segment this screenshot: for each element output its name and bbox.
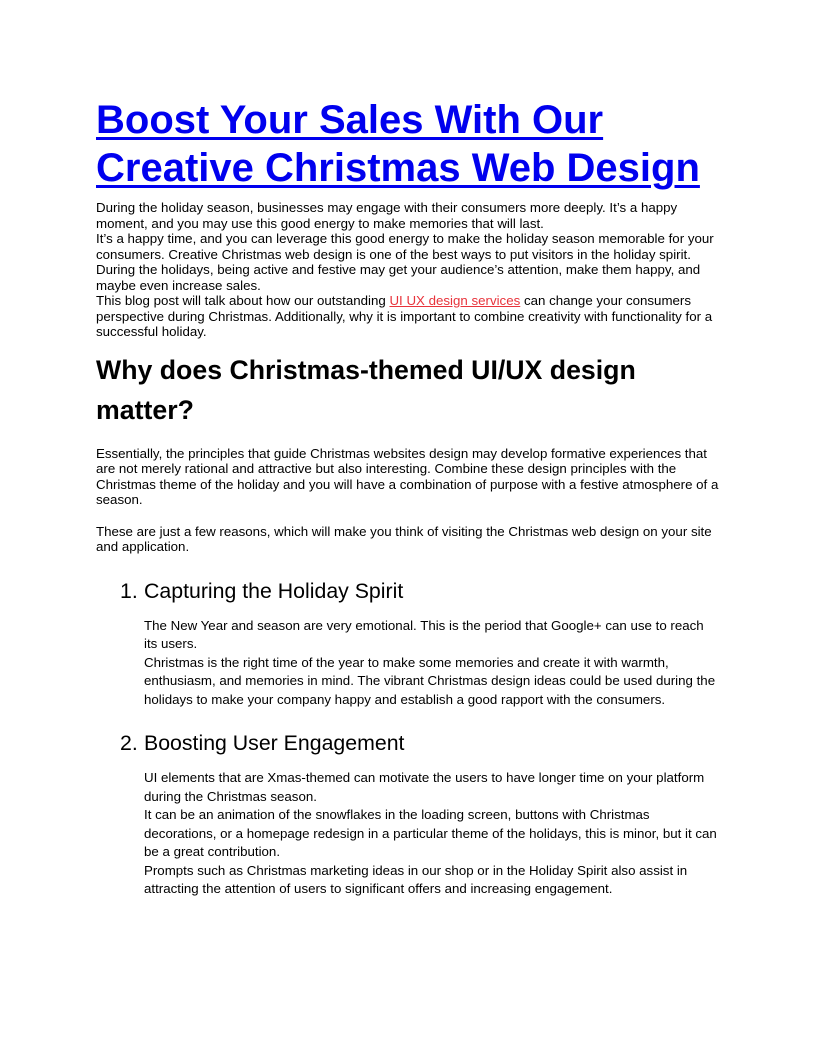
list-item-heading-2 [96,729,720,757]
title-link[interactable]: Boost Your Sales With Our Creative Christmas Web Design [96,98,700,190]
page-title [96,96,720,192]
list-item-body-1 [96,617,720,710]
list-item-body-2 [96,769,720,899]
intro-paragraph-4-end: can change your consumers perspective during Christmas. Additionally, why it is important to combine creativity with functionality for a successful holiday. [96,293,713,339]
intro-paragraph-3: During the holidays, being active and festive may get your audience’s attention, make them happy, and maybe even increase sales. [96,262,701,293]
list-item-number-1: 1. [120,578,138,603]
list-item-heading-text-2: Boosting User Engagement [144,731,405,755]
list-item-number-2: 2. [120,731,138,755]
section-paragraph-1: Essentially, the principles that guide Christmas websites design may develop formative experiences that are not merely rational and attractive but also interesting. Combine these design principles with the Christmas theme of the holiday and you will have a combination of purpose with a festive atmosphere of a season. [96,445,719,507]
intro-paragraph-4 [96,293,720,340]
document-page [96,96,720,899]
intro-paragraph-2: It’s a happy time, and you can leverage this good energy to make the holiday season memorable for your consumers. Creative Christmas web design is one of the best ways to put visitors in the holiday spirit. [96,231,714,262]
list-item-heading-1 [96,577,720,605]
list-item-1-paragraph-2: Christmas is the right time of the year to make some memories and create it with warmth, enthusiasm, and memories in mind. The vibrant Christmas design ideas could be used during the holidays to make your company happy and establish a good rapport with the consumers. [144,654,716,707]
ui-ux-services-link[interactable]: UI UX design services [389,293,521,308]
list-item-1-paragraph-1: The New Year and season are very emotional. This is the period that Google+ can use to reach its users. [144,617,704,651]
list-item-2-paragraph-2: It can be an animation of the snowflakes in the loading screen, buttons with Christmas decorations, or a homepage redesign in a particular theme of the holidays, this is minor, but it can be a great contribution. [144,807,717,859]
intro-section [96,200,720,340]
section-heading: Why does Christmas-themed UI/UX design matter? [96,354,636,425]
list-item-2-paragraph-1: UI elements that are Xmas-themed can motivate the users to have longer time on your platform during the Christmas season. [144,770,705,804]
list-item-heading-text-1: Capturing the Holiday Spirit [144,578,404,603]
list-item-2-paragraph-3: Prompts such as Christmas marketing ideas in our shop or in the Holiday Spirit also assist in attracting the attention of users to significant offers and increasing engagement. [144,862,688,896]
section-paragraph-2: These are just a few reasons, which will make you think of visiting the Christmas web design on your site and application. [96,523,712,554]
intro-paragraph-4-start: This blog post will talk about how our outstanding [96,293,390,308]
intro-paragraph-1: During the holiday season, businesses may engage with their consumers more deeply. It’s a happy moment, and you may use this good energy to make memories that will last. [96,200,678,231]
